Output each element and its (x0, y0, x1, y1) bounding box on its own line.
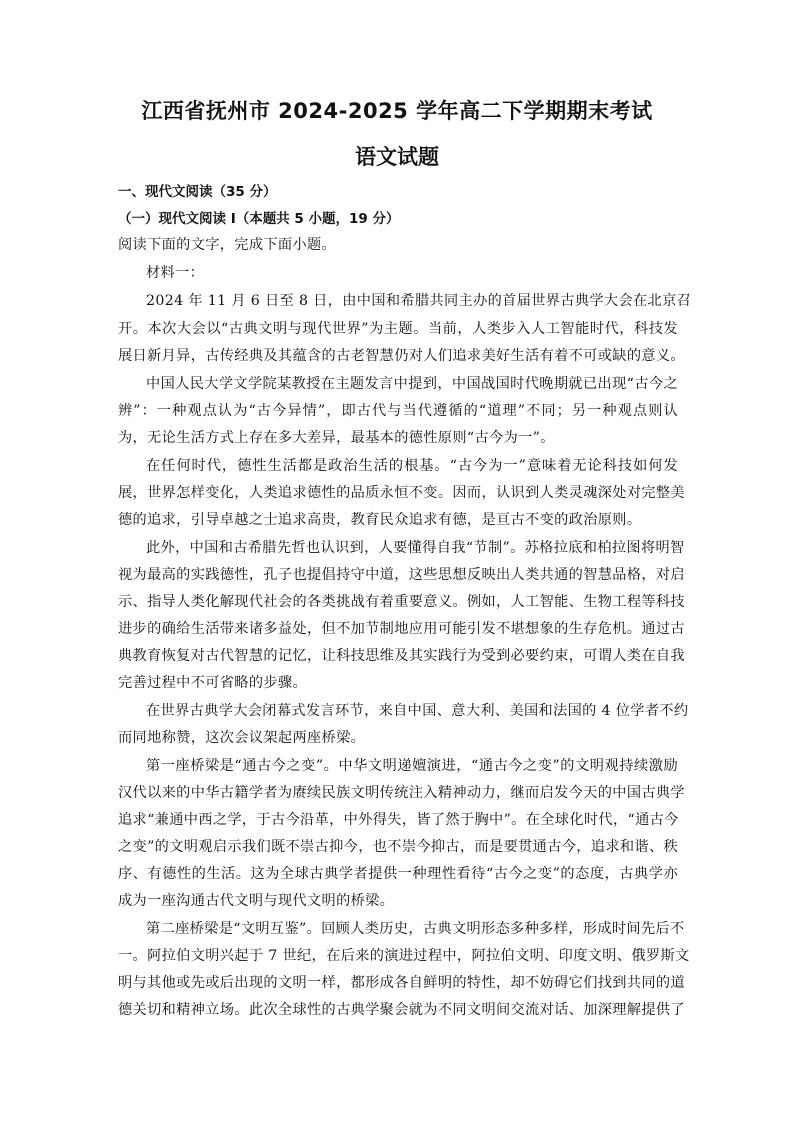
paragraph-line: 为，无论生活方式上存在多大差异，最基本的德性原则“古今为一”。 (118, 430, 555, 446)
paragraph-line: 中国人民大学文学院某教授在主题发言中提到，中国战国时代晚期就已出现“古今之 (146, 376, 678, 392)
paragraph-line: 2024 年 11 月 6 日至 8 日，由中国和希腊共同主办的首届世界古典学大会在北京召 (146, 293, 692, 309)
exam-subtitle: 语文试题 (355, 145, 439, 169)
instruction-text: 阅读下面的文字，完成下面小题。 (118, 237, 337, 253)
paragraph-line: 示、指导人类化解现代社会的各类挑战有着重要意义。例如，人工智能、生物工程等科技 (118, 594, 685, 610)
paragraph-line: 开。本次大会以“古典文明与现代世界”为主题。当前，人类步入人工智能时代，科技发 (118, 321, 678, 337)
paragraph-line: 典教育恢复对古代智慧的记忆，让科技思维及其实践行为受到必要约束，可谓人类在自我 (118, 648, 685, 664)
paragraph-line: 在任何时代，德性生活都是政治生活的根基。“古今为一”意味着无论科技如何发 (146, 458, 678, 474)
paragraph-line: 汉代以来的中华古籍学者为赓续民族文明传统注入精神动力，继而启发今天的中国古典学 (118, 785, 685, 801)
paragraph-line: 视为最高的实践德性，孔子也提倡持守中道，这些思想反映出人类共通的智慧品格，对启 (118, 567, 685, 583)
paragraph-line: 追求“兼通中西之学，于古今沿革，中外得失，皆了然于胸中”。在全球化时代，“通古今 (118, 812, 679, 828)
section-heading: 一、现代文阅读（35 分） (118, 184, 277, 200)
paragraph-line: 此外，中国和古希腊先哲也认识到，人要懂得自我“节制”。苏格拉底和柏拉图将明智 (146, 540, 685, 556)
paragraph-line: 德的追求，引导卓越之士追求高贵，教育民众追求有德，是亘古不变的政治原则。 (118, 512, 642, 528)
paragraph-line: 辨”：一种观点认为“古今异情”，即古代与当代遵循的“道理”不同；另一种观点则认 (118, 403, 678, 419)
paragraph-line: 展，世界怎样变化，人类追求德性的品质永恒不变。因而，认识到人类灵魂深处对完整美 (118, 485, 685, 501)
paragraph-line: 而同地称赞，这次会议架起两座桥梁。 (118, 730, 366, 746)
paragraph-line: 一。阿拉伯文明兴起于 7 世纪，在后来的演进过程中，阿拉伯文明、印度文明、俄罗斯文 (118, 948, 690, 964)
paragraph-line: 德关切和精神立场。此次全球性的古典学聚会就为不同文明间交流对话、加深理解提供了 (118, 1002, 685, 1018)
paragraph-line: 成为一座沟通古代文明与现代文明的桥梁。 (118, 893, 395, 909)
exam-title: 江西省抚州市 2024-2025 学年高二下学期期末考试 (141, 99, 653, 123)
paragraph-line: 第一座桥梁是“通古今之变”。中华文明递嬗演进，“通古今之变”的文明观持续激励 (146, 758, 678, 774)
paragraph-line: 进步的确给生活带来诸多益处，但不加节制地应用可能引发不堪想象的生存危机。通过古 (118, 621, 685, 637)
paragraph-line: 序、有德性的生活。这为全球古典学者提供一种理性看待“古今之变”的态度，古典学亦 (118, 866, 678, 882)
paragraph-line: 之变”的文明观启示我们既不崇古抑今，也不崇今抑古，而是要贯通古今，追求和谐、秩 (118, 839, 679, 855)
paragraph-line: 展日新月异，古传经典及其蕴含的古老智慧仍对人们追求美好生活有着不可或缺的意义。 (118, 348, 685, 364)
paragraph-line: 完善过程中不可省略的步骤。 (118, 675, 307, 691)
subsection-heading: （一）现代文阅读 I（本题共 5 小题，19 分） (118, 211, 400, 227)
paragraph-line: 明与其他或先或后出现的文明一样，都形成各自鲜明的特性，却不妨碍它们找到共同的道 (118, 975, 685, 991)
material-label: 材料一： (146, 265, 205, 281)
paragraph-line: 在世界古典学大会闭幕式发言环节，来自中国、意大利、美国和法国的 4 位学者不约 (146, 703, 689, 719)
paragraph-line: 第二座桥梁是“文明互鉴”。回顾人类历史，古典文明形态多种多样，形成时间先后不 (146, 921, 685, 937)
